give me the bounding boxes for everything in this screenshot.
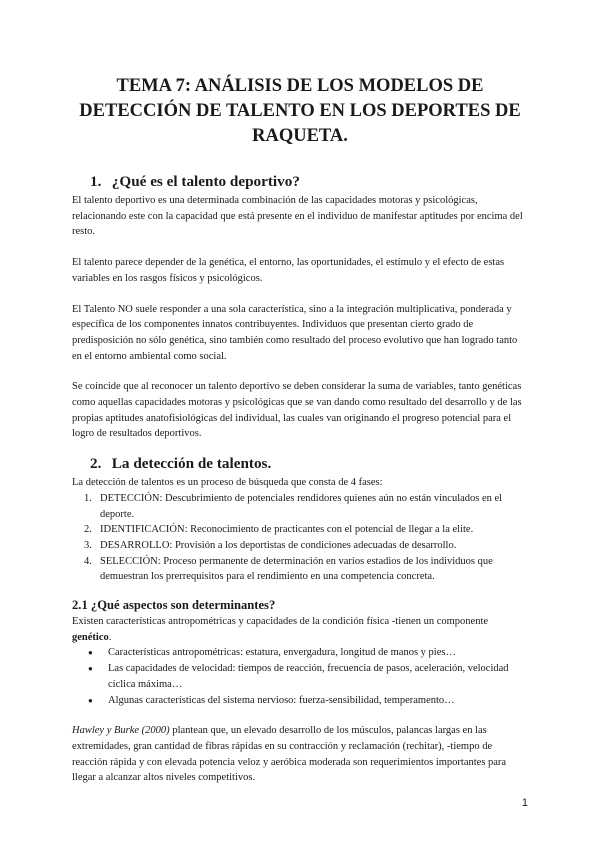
aspects-list <box>72 645 528 708</box>
section-1-heading <box>90 172 528 192</box>
page-number: 1 <box>521 797 528 809</box>
list-item: 1. DETECCIÓN: Descubrimiento de potenciales rendidores quienes aún no están vinculados en el deporte. <box>84 492 503 520</box>
bold-genetico: genético <box>72 631 109 643</box>
list-item: ● Las capacidades de velocidad: tiempos de reacción, frecuencia de pasos, aceleración, velocidad cíclica máxima… <box>108 661 528 692</box>
section-2-number: 2. <box>90 455 102 473</box>
paragraph-talent-definition: El talento deportivo es una determinada combinación de las capacidades motoras y psicológicas, relacionando este con la capacidad que está presente en el individuo de manifestar aptitudes por encima del resto. <box>72 195 523 238</box>
document-page <box>72 74 528 786</box>
list-item: 2. IDENTIFICACIÓN: Reconocimiento de practicantes con el potencial de llegar a la elite. <box>84 524 474 536</box>
section-1-number: 1. <box>90 173 102 190</box>
section-1-title: ¿Qué es el talento deportivo? <box>111 173 300 190</box>
paragraph-talent-recognition: Se coincide que al reconocer un talento deportivo se deben considerar la suma de variables, tanto genéticas como aquellas capacidades motoras y psicológicas que se van dando como resultado del desarrollo y de las propias aptitudes anatofisiológicas del individual, las cuales van originando el progreso potencial para el logro de resultados deportivos. <box>72 381 522 440</box>
paragraph-detection-intro: La detección de talentos es un proceso de búsqueda que consta de 4 fases: <box>72 477 383 489</box>
list-item: ● Algunas características del sistema nervioso: fuerza-sensibilidad, temperamento… <box>108 693 528 709</box>
page-title: TEMA 7: ANÁLISIS DE LOS MODELOS DE DETECCIÓN DE TALENTO EN LOS DEPORTES DE RAQUETA. <box>79 76 521 146</box>
paragraph-hawley-burke: Hawley y Burke (2000) plantean que, un elevado desarrollo de los músculos, palancas largas en las extremidades, gran cantidad de fibras rápidas en su contracción y reclamación (rechitar), -tiempo de reacción rápida y con elevada potencia veloz y aeróbica moderada son requerimientos importantes para llegar a alcanzar altos niveles competitivos. <box>72 725 507 784</box>
paragraph-talent-factors: El talento parece depender de la genética, el entorno, las oportunidades, el estímulo y el efecto de estas variables en los rasgos físicos y psicológicos. <box>72 257 505 284</box>
list-item: ● Características antropométricas: estatura, envergadura, longitud de manos y pies… <box>108 645 528 661</box>
list-item: 3. DESARROLLO: Provisión a los deportistas de condiciones adecuadas de desarrollo. <box>84 539 457 551</box>
section-2-title: La detección de talentos. <box>111 455 272 473</box>
section-2-heading <box>90 454 528 474</box>
paragraph-talent-integration: El Talento NO suele responder a una sola característica, sino a la integración multiplicativa, ponderada y específica de los componentes innatos contribuyentes. Individuos que presentan cierto grado de predisposición no sólo genética, sino también como resultado del proceso evolutivo que han logrado tanto en el entorno ambiental como social. <box>72 303 518 362</box>
section-2-1-heading: 2.1 ¿Qué aspectos son determinantes? <box>72 598 276 613</box>
citation: Hawley y Burke (2000) <box>72 725 170 737</box>
paragraph-aspects-intro: Existen características antropométricas y capacidades de la condición física -tienen un componente genético. <box>72 616 489 643</box>
phase-list <box>72 491 528 585</box>
list-item: 4. SELECCIÓN: Proceso permanente de determinación en varios estadios de los individuos que demuestran los prerrequisitos para el rendimiento en una competencia concreta. <box>84 555 493 583</box>
